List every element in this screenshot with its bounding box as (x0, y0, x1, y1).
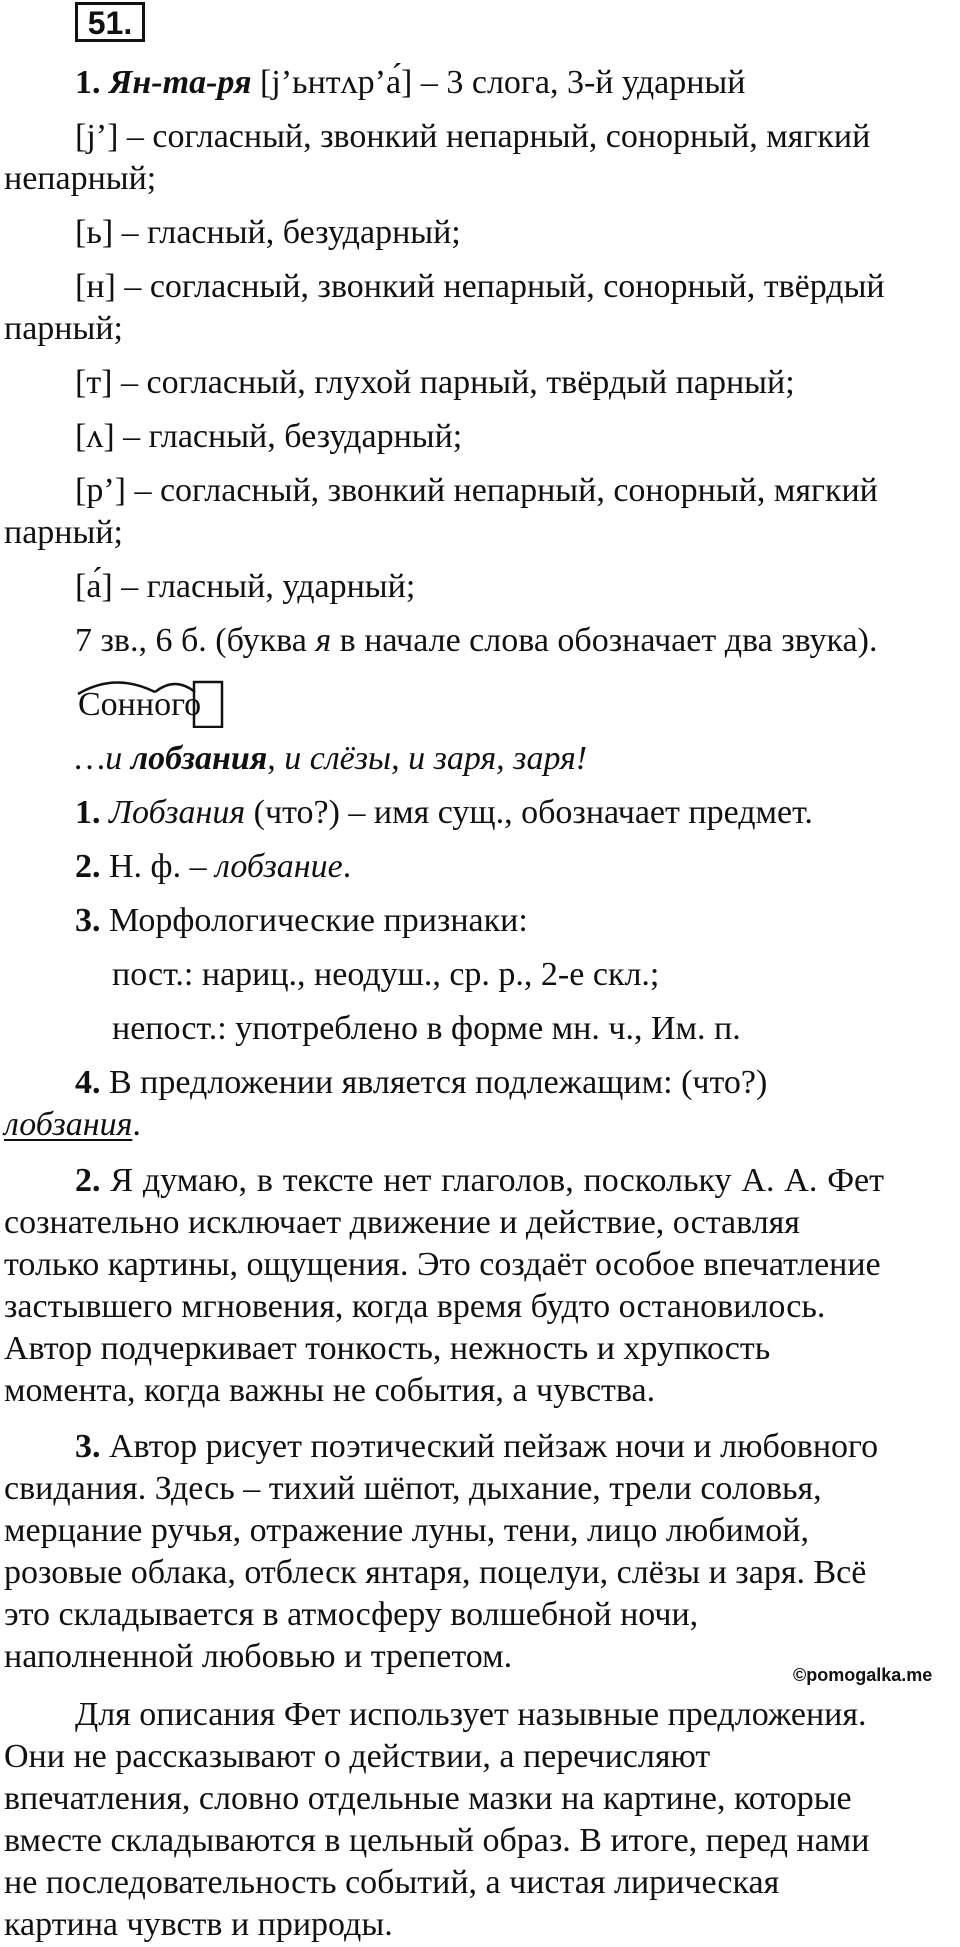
section-3-line: 3. Автор рисует поэтический пейзаж ночи и любовного (75, 1428, 879, 1465)
section-2-line: 2. Я думаю, в тексте нет глаголов, поскольку А. А. Фет (75, 1162, 885, 1199)
analysis-item-2: 2. Н. ф. – лобзание. (75, 848, 352, 885)
section-3-line: свидания. Здесь – тихий шёпот, дыхание, трели соловья, (4, 1470, 822, 1507)
section-4-line: Для описания Фет использует назывные предложения. (75, 1696, 867, 1733)
sound-line: [т] – согласный, глухой парный, твёрдый парный; (75, 364, 795, 401)
word-analysis-header (75, 66, 745, 100)
sound-line: [н] – согласный, звонкий непарный, сонорный, твёрдый (75, 268, 885, 305)
exercise-number: 51. (75, 2, 145, 42)
section-3-line: розовые облака, отблеск янтаря, поцелуи, слёзы и заря. Всё (4, 1554, 867, 1591)
analysis-item-1: 1. Лобзания (что?) – имя сущ., обозначает предмет. (75, 794, 813, 831)
sound-line-continued: парный; (4, 310, 123, 347)
sound-line: [р’] – согласный, звонкий непарный, сонорный, мягкий (75, 472, 878, 509)
section-4-line: картина чувств и природы. (4, 1906, 393, 1943)
section-3-line: мерцание ручья, отражение луны, тени, лицо любимой, (4, 1512, 809, 1549)
sound-line: [ь] – гласный, безударный; (75, 214, 461, 251)
section-4-line: впечатления, словно отдельные мазки на картине, которые (4, 1780, 852, 1817)
section-2-line: застывшего мгновения, когда время будто остановилось. (4, 1288, 826, 1325)
analyzed-word: лобзания (130, 740, 268, 777)
section-3-line: наполненной любовью и трепетом. (4, 1638, 513, 1675)
sound-summary: 7 зв., 6 б. (буква я в начале слова обозначает два звука). (75, 622, 878, 659)
analysis-item-3: 3. Морфологические признаки: (75, 902, 528, 939)
section-2-line: Автор подчеркивает тонкость, нежность и хрупкость (4, 1330, 771, 1367)
sound-line: [а́] – гласный, ударный; (75, 568, 416, 605)
sound-line-continued: непарный; (4, 160, 157, 197)
transcription: [j’ьнтʌр’а́] (259, 64, 413, 101)
watermark: ©pomogalka.me (793, 1665, 933, 1685)
section-4-line: не последовательность событий, а чистая лирическая (4, 1864, 780, 1901)
variable-features: непост.: употреблено в форме мн. ч., Им. п. (112, 1010, 741, 1047)
sound-line-continued: парный; (4, 514, 123, 551)
section-number: 2. (75, 1162, 101, 1199)
sound-line: [ʌ] – гласный, безударный; (75, 418, 463, 455)
morpheme-parse (75, 672, 225, 728)
section-number: 3. (75, 1428, 101, 1465)
section-4-line: вместе складываются в цельный образ. В итоге, перед нами (4, 1822, 870, 1859)
syllable-split-word: Ян-та-ря (109, 64, 252, 101)
section-2-line: момента, когда важны не события, а чувства. (4, 1372, 656, 1409)
section-2-line: сознательно исключает движение и действие, оставляя (4, 1204, 800, 1241)
syllable-info: – 3 слога, 3-й ударный (420, 64, 746, 101)
letter-ya: я (315, 622, 332, 659)
analysis-item-4: 4. В предложении является подлежащим: (что?) (75, 1064, 768, 1101)
subject-word: лобзания. (4, 1106, 141, 1143)
sound-line: [j’] – согласный, звонкий непарный, сонорный, мягкий (75, 118, 871, 155)
poem-quote: …и лобзания, и слёзы, и заря, заря! (75, 740, 588, 777)
section-4-line: Они не рассказывают о действии, а перечисляют (4, 1738, 711, 1775)
section-2-line: только картины, ощущения. Это создаёт особое впечатление (4, 1246, 881, 1283)
morpheme-word: Сонного (78, 686, 202, 723)
constant-features: пост.: нариц., неодуш., ср. р., 2-е скл.; (112, 956, 660, 993)
section-number: 1. (75, 64, 101, 101)
section-3-line: это складывается в атмосферу волшебной ночи, (4, 1596, 699, 1633)
